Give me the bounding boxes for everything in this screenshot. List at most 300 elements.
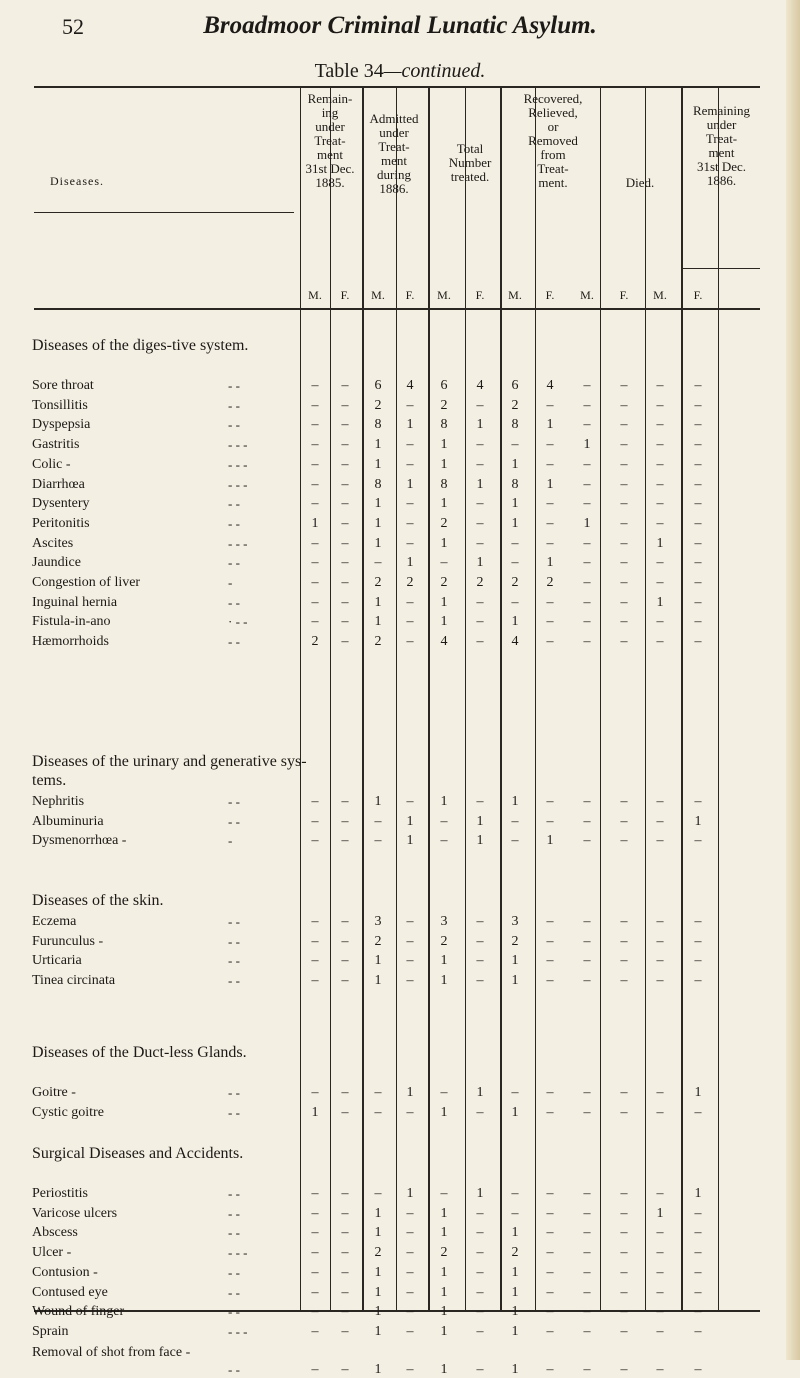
header-line: Remain- — [307, 91, 353, 106]
table-cell: 1 — [406, 476, 414, 492]
table-cell: 1 — [374, 515, 382, 531]
table-row — [0, 1225, 800, 1242]
table-cell: – — [694, 575, 702, 590]
table-cell: – — [311, 1186, 319, 1201]
table-cell: – — [694, 437, 702, 453]
table-cell: – — [406, 1104, 414, 1120]
table-cell: – — [620, 535, 628, 551]
table-cell: – — [406, 1361, 414, 1377]
table-cell: 1 — [546, 417, 554, 433]
table-cell: – — [341, 1284, 349, 1300]
table-row — [0, 555, 800, 572]
header-line: 1886. — [379, 181, 409, 196]
column-rule — [330, 88, 331, 1310]
table-cell: – — [406, 1284, 414, 1300]
row-leader-dots: - - — [228, 933, 240, 949]
table-cell: 4 — [406, 378, 414, 393]
row-leader-dots: - - — [228, 634, 240, 650]
table-row — [0, 1206, 800, 1223]
table-cell: – — [694, 614, 702, 630]
table-cell: – — [546, 1205, 554, 1221]
table-cell: 2 — [546, 575, 554, 590]
row-label: Sore throat — [32, 378, 94, 393]
table-cell: – — [406, 594, 414, 610]
table-cell: 1 — [476, 417, 484, 433]
table-cell: – — [620, 1264, 628, 1280]
table-cell: – — [656, 397, 664, 413]
table-cell: 1 — [476, 813, 484, 829]
table-cell: – — [656, 456, 664, 472]
row-label: Dysmenorrhœa - — [32, 833, 127, 849]
table-cell: 8 — [511, 476, 519, 492]
table-cell: – — [546, 535, 554, 551]
table-cell: 3 — [511, 914, 519, 929]
table-cell: – — [546, 1284, 554, 1300]
table-cell: 1 — [440, 1361, 448, 1377]
table-cell: – — [341, 933, 349, 949]
table-cell: – — [620, 1104, 628, 1120]
table-cell: – — [656, 614, 664, 630]
row-leader-dots: - - — [228, 914, 240, 929]
header-line: Treat- — [537, 161, 569, 176]
table-cell: 2 — [374, 397, 382, 413]
table-cell: – — [583, 833, 591, 849]
table-cell: – — [440, 833, 448, 849]
table-row — [0, 833, 800, 850]
table-cell: – — [620, 634, 628, 650]
header-line: under — [315, 119, 345, 134]
table-cell: – — [656, 1361, 664, 1377]
table-cell: – — [694, 535, 702, 551]
table-cell: 1 — [656, 535, 664, 551]
table-cell: – — [583, 813, 591, 829]
table-row — [0, 1085, 800, 1102]
table-cell: 1 — [374, 1323, 382, 1339]
table-cell: – — [656, 496, 664, 512]
table-cell: 1 — [511, 1284, 519, 1300]
table-cell: – — [311, 456, 319, 472]
table-cell: – — [583, 535, 591, 551]
table-cell: – — [406, 614, 414, 630]
table-cell: – — [620, 794, 628, 809]
table-cell: – — [374, 555, 382, 571]
table-cell: – — [620, 953, 628, 969]
table-cell: – — [311, 813, 319, 829]
table-cell: – — [583, 933, 591, 949]
table-cell: 1 — [440, 973, 448, 989]
table-row — [0, 437, 800, 454]
table-cell: 1 — [440, 594, 448, 610]
table-cell: – — [311, 1323, 319, 1339]
table-cell: 1 — [406, 833, 414, 849]
table-cell: – — [311, 914, 319, 929]
table-cell: 1 — [583, 437, 591, 453]
row-label: Contusion - — [32, 1264, 98, 1280]
table-row — [0, 1265, 800, 1282]
header-remaining-1886 — [683, 104, 760, 188]
table-cell: 2 — [374, 933, 382, 949]
subheader-female: F. — [340, 288, 350, 302]
table-cell: – — [341, 953, 349, 969]
header-line: Removed — [528, 133, 578, 148]
table-cell: 8 — [374, 417, 382, 433]
table-cell: – — [620, 476, 628, 492]
table-cell: – — [546, 1245, 554, 1261]
table-cell: – — [583, 1085, 591, 1100]
row-label: Colic - — [32, 456, 71, 472]
table-cell: – — [546, 1085, 554, 1100]
table-cell: – — [656, 1085, 664, 1100]
column-rule — [645, 88, 646, 1310]
table-cell: – — [311, 614, 319, 630]
header-died — [600, 176, 680, 190]
table-cell: – — [476, 933, 484, 949]
table-cell: – — [476, 794, 484, 809]
table-cell: – — [583, 456, 591, 472]
table-cell: – — [511, 1186, 519, 1201]
row-leader-dots: - - — [228, 794, 240, 809]
table-cell: – — [620, 594, 628, 610]
table-cell: – — [620, 813, 628, 829]
table-cell: – — [406, 794, 414, 809]
row-label: Ulcer - — [32, 1245, 72, 1261]
table-cell: 1 — [374, 1225, 382, 1241]
table-cell: 1 — [440, 437, 448, 453]
row-label: Abscess — [32, 1225, 78, 1241]
row-label: Congestion of liver — [32, 575, 141, 590]
row-leader-dots: - - — [228, 555, 240, 571]
table-cell: – — [311, 1085, 319, 1100]
table-cell: – — [476, 1284, 484, 1300]
row-leader-dots: - - — [228, 973, 240, 989]
table-cell: – — [311, 794, 319, 809]
table-cell: 1 — [374, 1304, 382, 1320]
row-label: Dysentery — [32, 496, 90, 512]
header-line: ing — [321, 105, 339, 120]
table-cell: – — [311, 397, 319, 413]
table-cell: – — [694, 417, 702, 433]
table-cell: – — [341, 496, 349, 512]
table-cell: – — [546, 813, 554, 829]
table-cell: – — [311, 1225, 319, 1241]
table-row — [0, 378, 800, 395]
table-cell: – — [583, 417, 591, 433]
table-cell: – — [311, 535, 319, 551]
row-label: Jaundice — [32, 555, 81, 571]
table-cell: – — [341, 914, 349, 929]
table-cell: – — [546, 1186, 554, 1201]
table-cell: – — [694, 456, 702, 472]
table-cell: 1 — [476, 1085, 484, 1100]
table-cell: – — [311, 953, 319, 969]
table-cell: – — [341, 515, 349, 531]
table-cell: – — [476, 614, 484, 630]
row-label: Inguinal hernia — [32, 594, 118, 610]
table-cell: – — [583, 1264, 591, 1280]
column-rule — [362, 88, 364, 1310]
table-cell: 1 — [374, 535, 382, 551]
table-cell: 1 — [440, 953, 448, 969]
table-cell: – — [694, 973, 702, 989]
table-cell: 1 — [374, 614, 382, 630]
row-label: Tinea circinata — [32, 973, 116, 989]
table-cell: – — [311, 833, 319, 849]
column-rule — [428, 88, 430, 1310]
table-cell: – — [341, 594, 349, 610]
table-cell: – — [311, 933, 319, 949]
table-row — [0, 1324, 800, 1341]
table-cell: 6 — [374, 378, 382, 393]
table-cell: – — [694, 1205, 702, 1221]
table-cell: 2 — [511, 397, 519, 413]
table-cell: – — [440, 1085, 448, 1100]
row-leader-dots: - - — [228, 594, 240, 610]
table-cell: 1 — [374, 496, 382, 512]
table-cell: – — [546, 594, 554, 610]
table-cell: – — [546, 496, 554, 512]
table-cell: – — [311, 1284, 319, 1300]
table-cell: 1 — [511, 1264, 519, 1280]
table-cell: – — [620, 1225, 628, 1241]
table-cell: 1 — [440, 794, 448, 809]
table-row — [0, 457, 800, 474]
table-row — [0, 814, 800, 831]
table-cell: – — [311, 575, 319, 590]
header-admitted-1886 — [362, 112, 426, 196]
table-cell: – — [406, 456, 414, 472]
row-leader-dots: - - — [228, 1104, 240, 1120]
table-cell: – — [694, 397, 702, 413]
table-cell: – — [511, 813, 519, 829]
header-line: under — [379, 125, 409, 140]
page-edge-shadow — [786, 0, 800, 1360]
table-cell: – — [620, 1323, 628, 1339]
table-cell: – — [476, 953, 484, 969]
table-cell: – — [341, 1304, 349, 1320]
table-cell: – — [694, 833, 702, 849]
row-label: Furunculus - — [32, 933, 104, 949]
table-cell: – — [656, 1245, 664, 1261]
header-line: 31st Dec. — [305, 161, 355, 176]
table-cell: – — [311, 555, 319, 571]
table-cell: – — [406, 437, 414, 453]
table-row — [0, 934, 800, 951]
table-cell: – — [694, 1323, 702, 1339]
header-line: ment — [381, 153, 407, 168]
table-row — [0, 1304, 800, 1321]
table-cell: – — [583, 1186, 591, 1201]
table-cell: – — [511, 594, 519, 610]
table-cell: – — [341, 476, 349, 492]
table-cell: 1 — [694, 1186, 702, 1201]
table-row — [0, 496, 800, 513]
row-leader-dots: - - — [228, 378, 240, 393]
column-rule — [535, 88, 536, 1310]
header-line: Remaining — [692, 103, 751, 118]
table-cell: 1 — [374, 794, 382, 809]
diseases-underline-rule — [34, 212, 294, 213]
table-cell: – — [583, 1104, 591, 1120]
table-cell: – — [583, 1225, 591, 1241]
header-line: 31st Dec. — [696, 159, 747, 174]
table-cell: – — [311, 417, 319, 433]
row-leader-dots: - - - — [228, 535, 248, 551]
table-cell: – — [583, 1323, 591, 1339]
table-cell: 2 — [511, 575, 519, 590]
table-cell: – — [311, 973, 319, 989]
section-title: Diseases of the diges-tive system. — [32, 337, 249, 354]
table-row — [0, 634, 800, 651]
table-cell: 1 — [546, 476, 554, 492]
table-cell: – — [583, 794, 591, 809]
table-cell: – — [476, 535, 484, 551]
header-line: Relieved, — [528, 105, 578, 120]
table-cell: – — [406, 397, 414, 413]
table-cell: – — [656, 813, 664, 829]
table-cell: 1 — [511, 953, 519, 969]
table-cell: 1 — [511, 1104, 519, 1120]
table-cell: – — [620, 437, 628, 453]
table-cell: 6 — [511, 378, 519, 393]
row-label: Gastritis — [32, 437, 80, 453]
row-leader-dots: - - — [228, 1225, 240, 1241]
table-cell: 1 — [440, 614, 448, 630]
table-cell: – — [546, 1225, 554, 1241]
table-cell: – — [374, 1186, 382, 1201]
table-cell: 1 — [511, 515, 519, 531]
table-cell: 1 — [511, 614, 519, 630]
table-cell: 1 — [694, 1085, 702, 1100]
table-cell: – — [546, 1304, 554, 1320]
header-line: ment — [708, 145, 735, 160]
table-row — [0, 953, 800, 970]
row-label: Varicose ulcers — [32, 1205, 118, 1221]
table-cell: – — [406, 634, 414, 650]
header-line: 1885. — [315, 175, 345, 190]
table-cell: – — [694, 1245, 702, 1261]
table-cell: 1 — [311, 515, 319, 531]
subheader-male: M. — [508, 288, 522, 302]
header-line: under — [706, 117, 737, 132]
table-row — [0, 417, 800, 434]
table-cell: 8 — [440, 476, 448, 492]
table-cell: – — [694, 1304, 702, 1320]
subheader-female: F. — [693, 288, 703, 302]
table-cell: – — [311, 496, 319, 512]
table-row — [0, 595, 800, 612]
table-cell: – — [406, 973, 414, 989]
table-cell: 1 — [440, 535, 448, 551]
table-cell: – — [546, 1104, 554, 1120]
table-cell: 1 — [476, 833, 484, 849]
subheader-female: F. — [545, 288, 555, 302]
table-cell: 1 — [406, 1085, 414, 1100]
table-cell: – — [583, 575, 591, 590]
table-cell: – — [511, 437, 519, 453]
table-cell: 1 — [374, 1284, 382, 1300]
table-cell: – — [476, 496, 484, 512]
header-remaining-1885 — [300, 92, 360, 190]
table-cell: 1 — [656, 1205, 664, 1221]
table-row — [0, 1344, 800, 1377]
table-cell: – — [620, 456, 628, 472]
table-cell: – — [476, 1304, 484, 1320]
table-cell: 1 — [511, 973, 519, 989]
row-label: Periostitis — [32, 1186, 89, 1201]
table-cell: – — [341, 456, 349, 472]
table-cell: – — [476, 397, 484, 413]
table-cell: – — [694, 794, 702, 809]
table-cell: 1 — [440, 1304, 448, 1320]
row-label: Removal of shot from face - — [32, 1344, 191, 1360]
row-leader-dots: - - — [228, 1264, 240, 1280]
page-number: 52 — [62, 14, 84, 39]
row-leader-dots: - - - — [228, 1245, 248, 1261]
row-leader-dots: - - - — [228, 1323, 248, 1339]
table-cell: – — [311, 1361, 319, 1377]
row-leader-dots: - - — [228, 1304, 240, 1320]
table-cell: – — [311, 476, 319, 492]
table-cell: – — [406, 1323, 414, 1339]
table-cell: 1 — [476, 555, 484, 571]
table-cell: – — [546, 437, 554, 453]
table-cell: – — [511, 535, 519, 551]
table-cell: – — [341, 417, 349, 433]
header-line: from — [540, 147, 566, 162]
table-cell: – — [341, 1245, 349, 1261]
table-cell: – — [546, 1264, 554, 1280]
table-row — [0, 398, 800, 415]
table-cell: – — [656, 1284, 664, 1300]
table-cell: – — [694, 515, 702, 531]
column-rule — [396, 88, 397, 1310]
subheader-female: F. — [405, 288, 415, 302]
table-cell: – — [406, 515, 414, 531]
table-cell: – — [583, 476, 591, 492]
table-cell: 2 — [440, 575, 448, 590]
table-cell: – — [656, 1304, 664, 1320]
table-cell: – — [546, 914, 554, 929]
table-cell: – — [440, 555, 448, 571]
row-leader-dots: - — [228, 575, 233, 590]
table-cell: – — [656, 973, 664, 989]
table-cell: – — [476, 1245, 484, 1261]
row-leader-dots: - - — [228, 813, 240, 829]
header-line: Died. — [625, 175, 655, 190]
table-row — [0, 794, 800, 811]
row-leader-dots: - — [228, 833, 233, 849]
table-cell: 2 — [511, 933, 519, 949]
table-cell: 1 — [511, 496, 519, 512]
table-row — [0, 575, 800, 592]
table-cell: 4 — [440, 634, 448, 650]
row-leader-dots: - - — [228, 1284, 240, 1300]
table-cell: – — [656, 417, 664, 433]
header-line: 1886. — [706, 173, 737, 188]
table-cell: – — [656, 1225, 664, 1241]
table-cell: – — [546, 794, 554, 809]
table-cell: – — [620, 417, 628, 433]
column-rule — [718, 88, 719, 1310]
table-cell: – — [311, 437, 319, 453]
table-row — [0, 1105, 800, 1122]
table-cell: – — [546, 515, 554, 531]
table-cell: 4 — [546, 378, 554, 393]
table-cell: – — [546, 456, 554, 472]
table-cell: – — [546, 614, 554, 630]
table-cell: – — [656, 1264, 664, 1280]
header-line: Recovered, — [523, 91, 583, 106]
